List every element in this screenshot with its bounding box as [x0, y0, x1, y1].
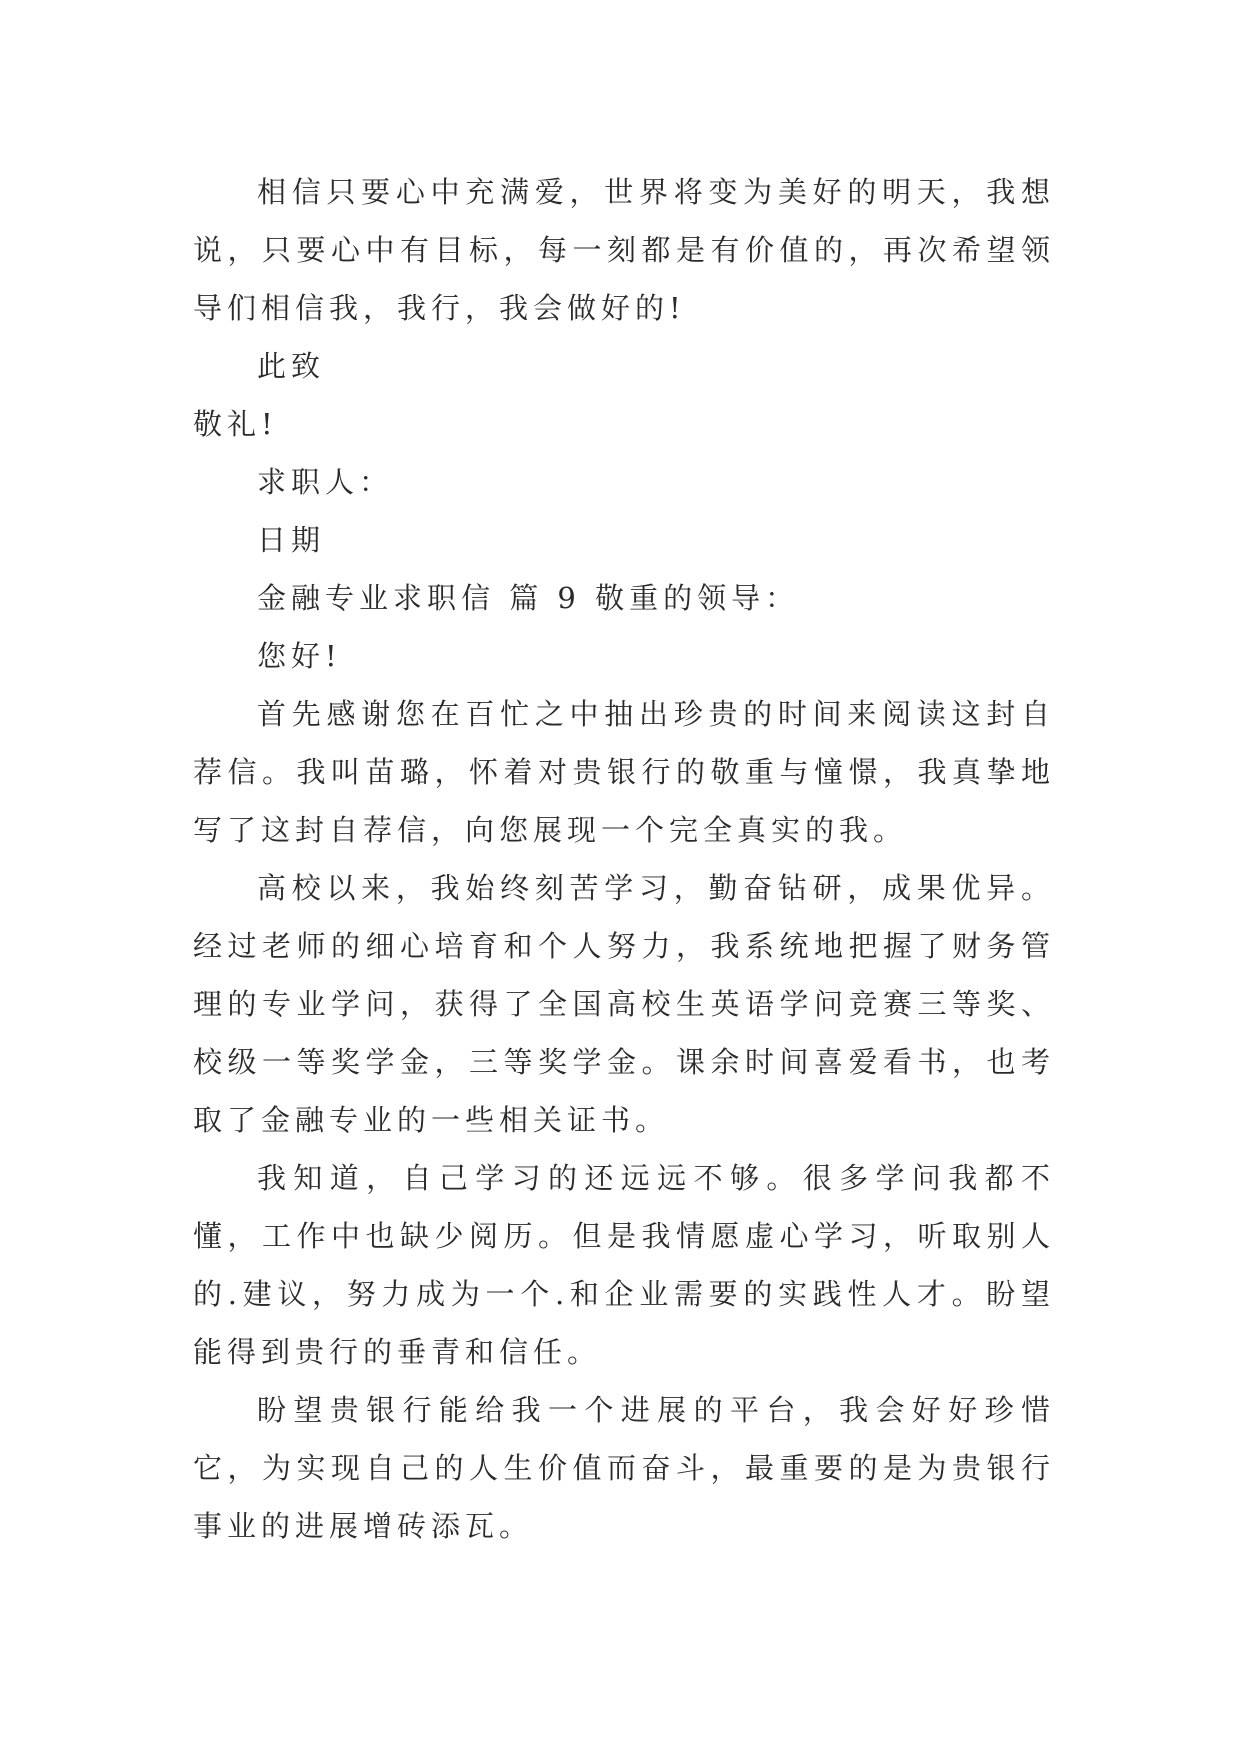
- date-label: 日期: [257, 523, 326, 557]
- applicant-label: 求职人：: [257, 465, 394, 499]
- paragraph-education: 高校以来，我始终刻苦学习，勤奋钻研，成果优异。经过老师的细心培育和个人努力，我系统地把握了财务管理的专业学问，获得了全国高校生英语学问竞赛三等奖、校级一等奖学金，三等奖学金。课余时间喜爱看书，也考取了金融专业的一些相关证书。: [193, 871, 1055, 1137]
- letter-body: [193, 163, 1055, 1555]
- paragraph-introduction: 首先感谢您在百忙之中抽出珍贵的时间来阅读这封自荐信。我叫苗璐，怀着对贵银行的敬重与憧憬，我真挚地写了这封自荐信，向您展现一个完全真实的我。: [193, 697, 1055, 847]
- paragraph-closing-belief: 相信只要心中充满爱，世界将变为美好的明天，我想说，只要心中有目标，每一刻都是有价值的，再次希望领导们相信我，我行，我会做好的!: [193, 175, 1055, 325]
- salutation-cizhi: 此致: [257, 349, 326, 383]
- salutation-jingli: 敬礼!: [193, 407, 278, 441]
- letter-heading: 金融专业求职信 篇 9 敬重的领导：: [257, 581, 800, 615]
- paragraph-aspiration: 盼望贵银行能给我一个进展的平台，我会好好珍惜它，为实现自己的人生价值而奋斗，最重要的是为贵银行事业的进展增砖添瓦。: [193, 1393, 1055, 1543]
- paragraph-self-assessment: 我知道，自己学习的还远远不够。很多学问我都不懂，工作中也缺少阅历。但是我情愿虚心学习，听取别人的.建议，努力成为一个.和企业需要的实践性人才。盼望能得到贵行的垂青和信任。: [193, 1161, 1055, 1369]
- greeting: 您好!: [257, 639, 342, 673]
